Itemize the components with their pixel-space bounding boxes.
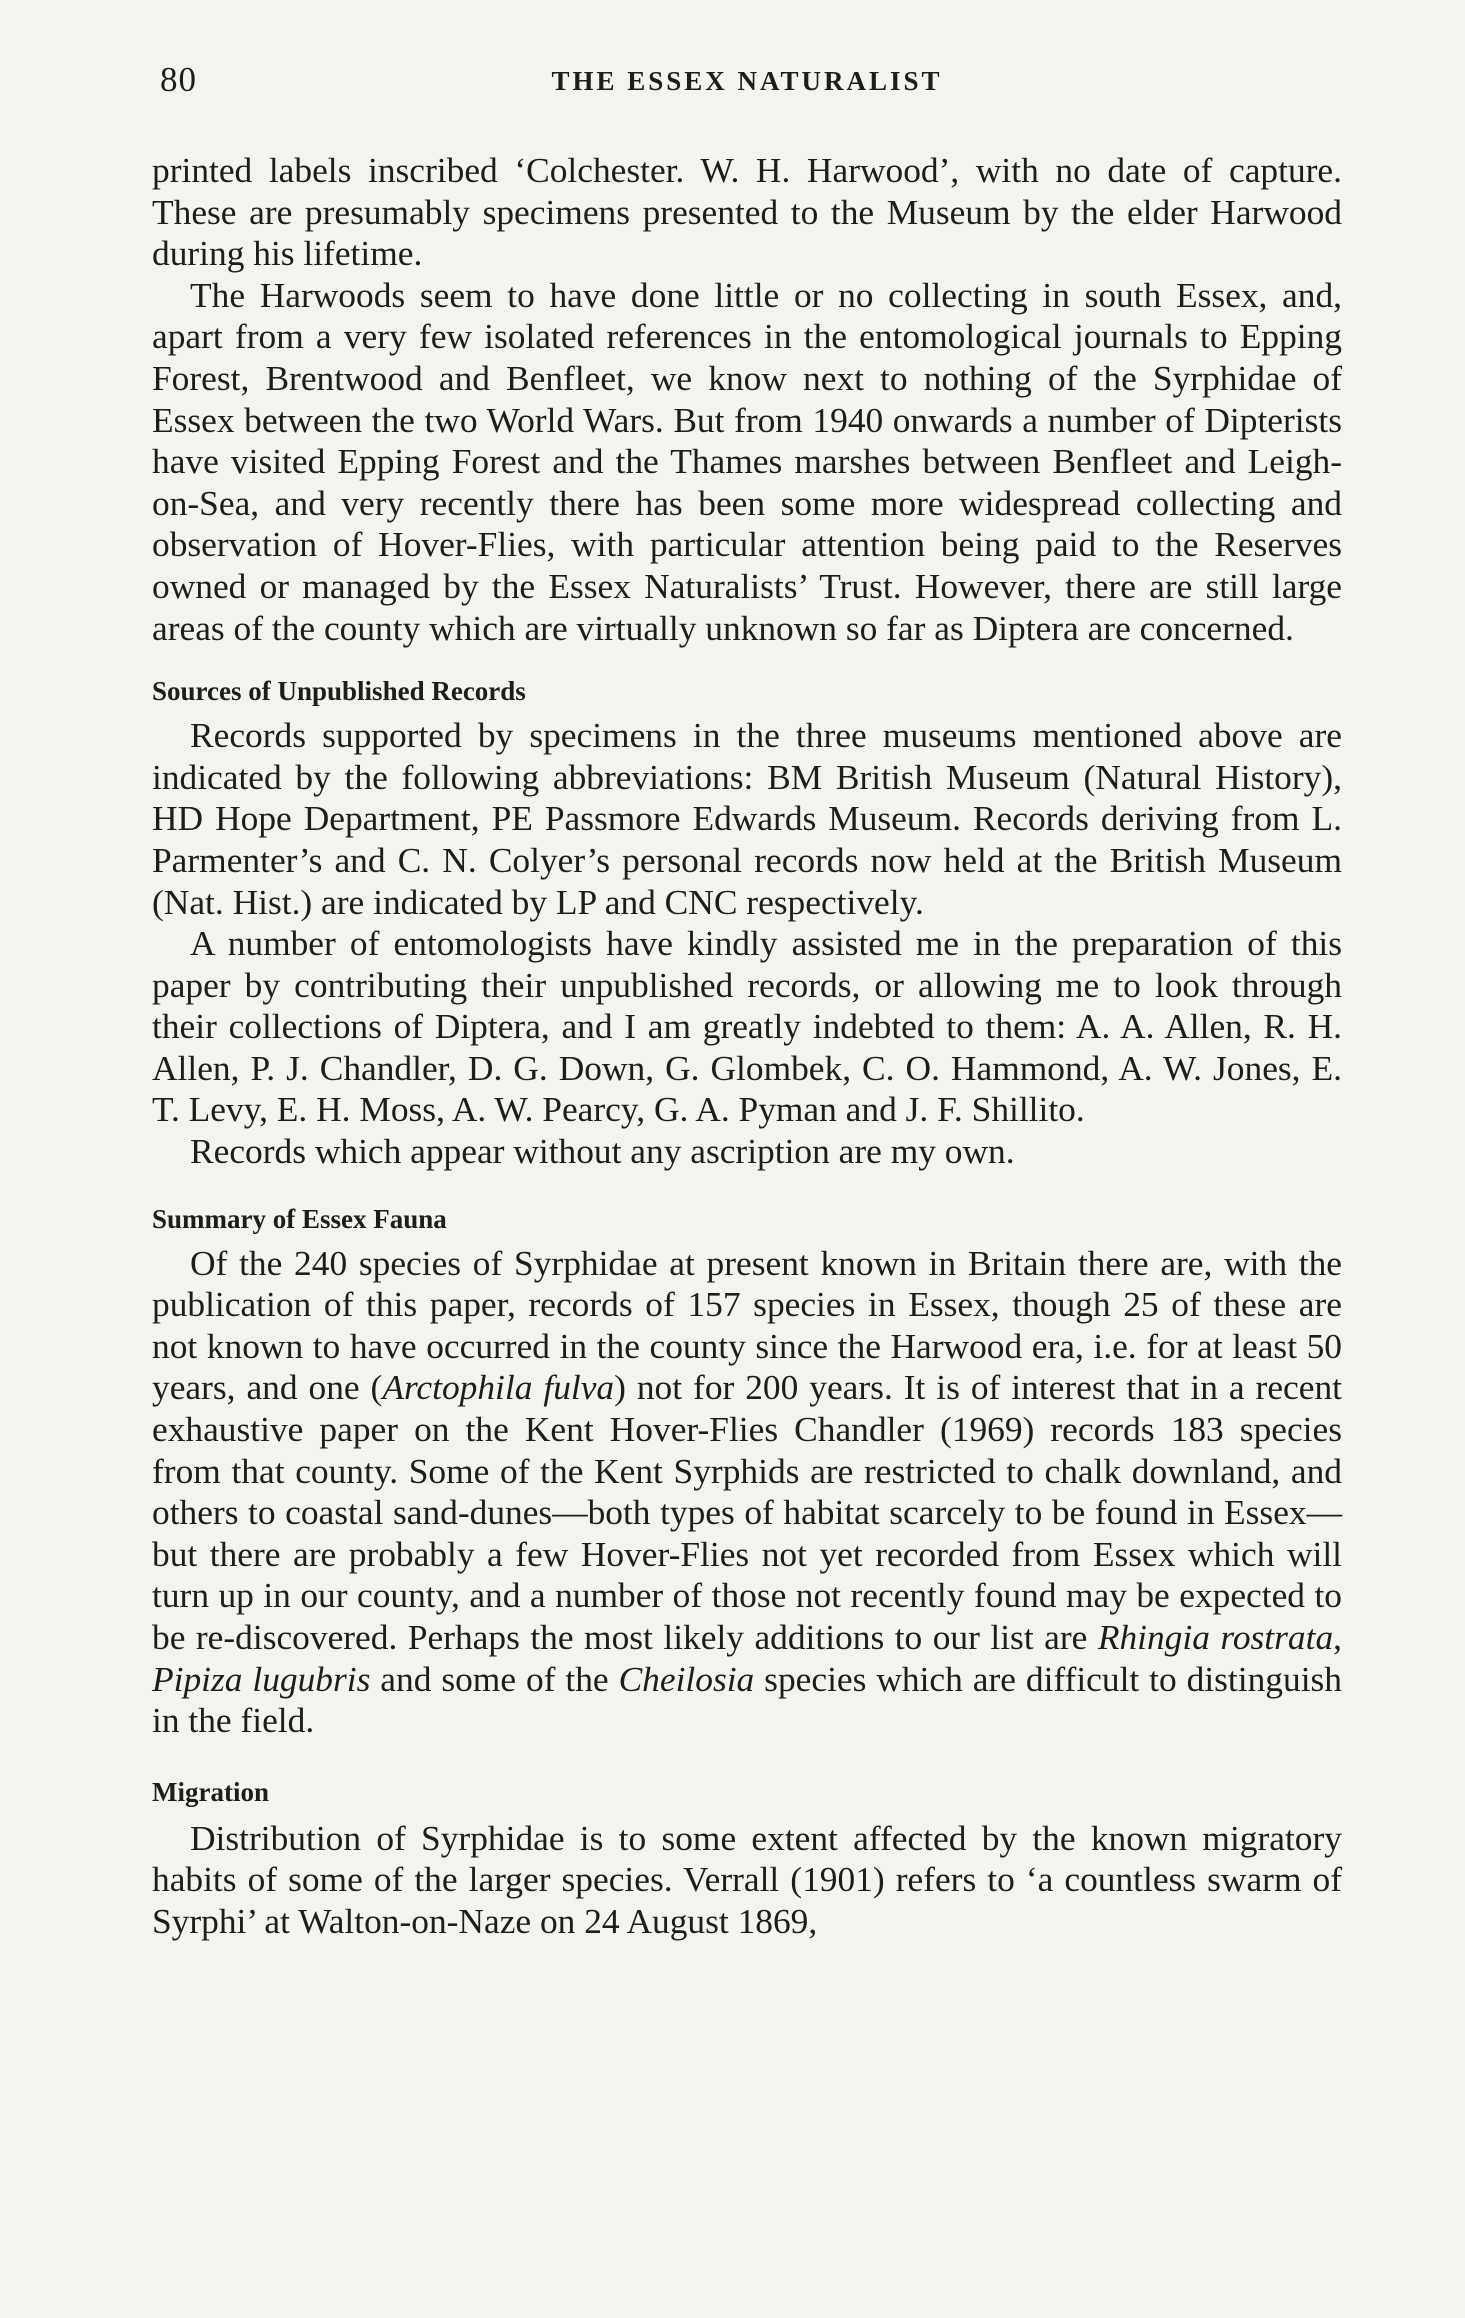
heading-sources: Sources of Unpublished Records [152, 676, 526, 707]
summary-text-a: Of the 240 species of Syrphidae at present known in Britain there are, with the publication of this paper, records of 157 species in Essex, though 25 of these are not known to have occurred in the county since the Harwood era, i.e. for at least 50 years, and one ( [152, 1242, 1342, 1408]
species-name: Pipiza lugubris [152, 1658, 371, 1699]
paragraph-acknowledgements: A number of entomologists have kindly assisted me in the preparation of this paper by contributing their unpublished records, or allowing me to look through their collections of Diptera, and I am greatly indebted to them: A. A. Allen, R. H. Allen, P. J. Chandler, D. G. Down, G. Glombek, C. O. Hammond, A. W. Jones, E. T. Levy, E. H. Moss, A. W. Pearcy, G. A. Pyman and J. F. Shillito. [152, 923, 1342, 1130]
summary-text-d: and some of the [370, 1658, 619, 1699]
paragraph-labels: printed labels inscribed ‘Colchester. W. H. Harwood’, with no date of capture. These are presumably specimens presented to the Museum by the elder Harwood during his lifetime. [152, 150, 1342, 274]
running-head [152, 60, 1342, 108]
heading-migration: Migration [152, 1776, 269, 1807]
paragraph-records-specimens: Records supported by specimens in the three museums mentioned above are indicated by the following abbreviations: BM British Museum (Natural History), HD Hope Department, PE Passmore Edwards Museum. Records deriving from L. Parmenter’s and C. N. Colyer’s personal records now held at the British Museum (Nat. Hist.) are indicated by LP and CNC respectively. [152, 715, 1342, 922]
paragraph-own-records: Records which appear without any ascription are my own. [190, 1131, 1015, 1172]
species-name: Rhingia rostrata [1097, 1617, 1334, 1657]
summary-text-b: ) not for 200 years. It is of interest that in a recent exhaustive paper on the Kent Hover-Flies Chandler (1969) records 183 species from that county. Some of the Kent Syrphids are restricted to chalk downland, and others to coastal sand-dunes—both types of habitat scarcely to be found in Essex—but there are probably a few Hover-Flies not yet recorded from Essex which will turn up in our county, and a number of those not recently found may be expected to be re-discovered. Perhaps the most likely additions to our list are [152, 1367, 1342, 1657]
paragraph-migration: Distribution of Syrphidae is to some extent affected by the known migratory habits of some of the larger species. Verrall (1901) refers to ‘a countless swarm of Syrphi’ at Walton-on-Naze on 24 August 1869, [152, 1817, 1342, 1941]
summary-text-c: , [1333, 1617, 1342, 1657]
paragraph-harwoods: The Harwoods seem to have done little or no collecting in south Essex, and, apart from a very few isolated references in the entomological journals to Epping Forest, Brentwood and Benfleet, we know next to nothing of the Syrphidae of Essex between the two World Wars. But from 1940 onwards a number of Dipterists have visited Epping Forest and the Thames marshes between Benfleet and Leigh-on-Sea, and very recently there has been some more widespread collecting and observation of Hover-Flies, with particular attention being paid to the Reserves owned or managed by the Essex Naturalists’ Trust. However, there are still large areas of the county which are virtually unknown so far as Diptera are concerned. [152, 274, 1342, 648]
page [152, 60, 1342, 1943]
page-number: 80 [160, 60, 197, 99]
genus-name: Cheilosia [618, 1658, 755, 1699]
paragraph-summary [152, 1243, 1342, 1742]
heading-summary: Summary of Essex Fauna [152, 1203, 447, 1234]
journal-title: THE ESSEX NATURALIST [551, 66, 943, 96]
summary-text-e: species which are difficult to distinguish in the field. [152, 1658, 1342, 1741]
species-name: Arctophila fulva [382, 1367, 615, 1408]
